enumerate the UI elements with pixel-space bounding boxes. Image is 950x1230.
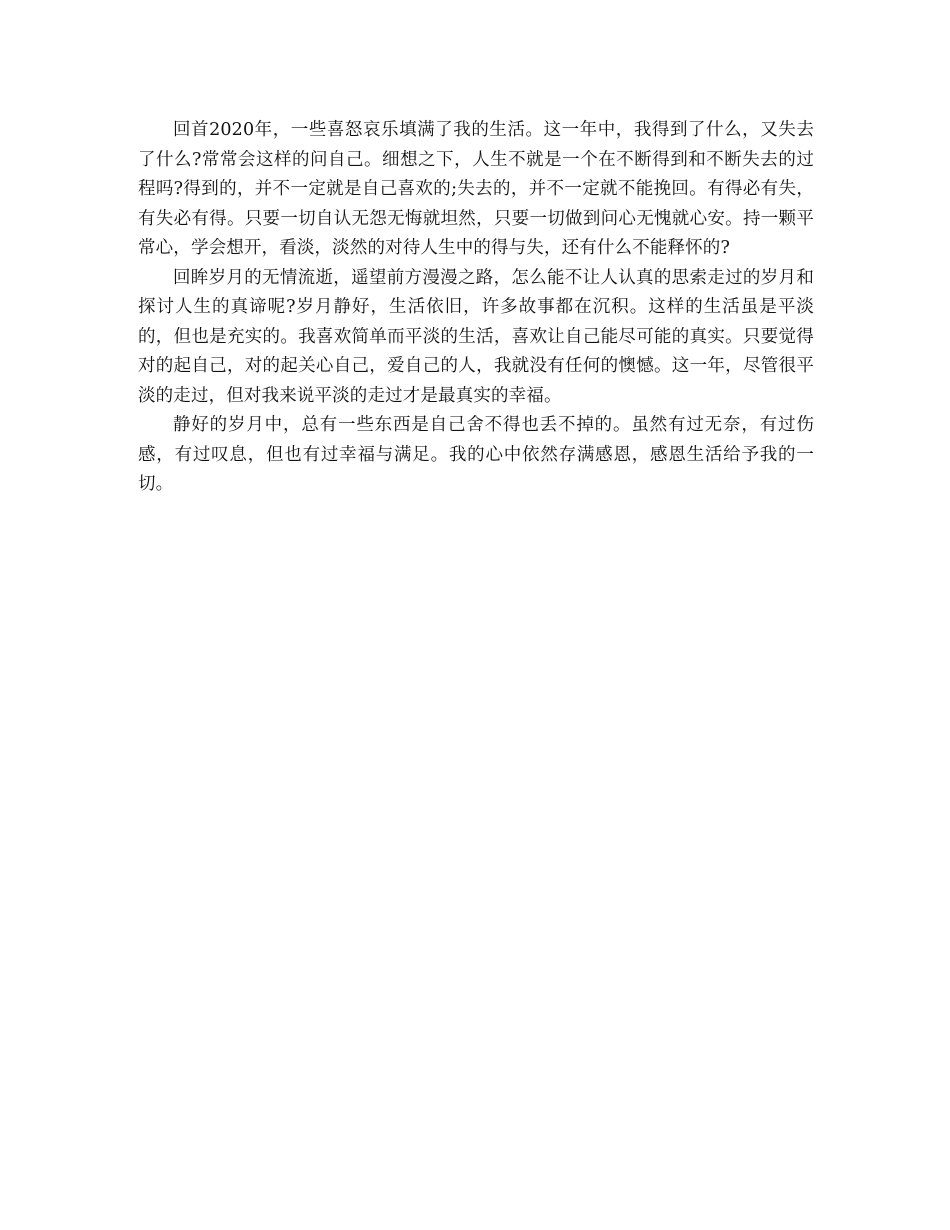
paragraph: 回眸岁月的无情流逝，遥望前方漫漫之路，怎么能不让人认真的思索走过的岁月和探讨人生的真谛呢?岁月静好，生活依旧，许多故事都在沉积。这样的生活虽是平淡的，但也是充实的。我喜欢简单而平淡的生活，喜欢让自己能尽可能的真实。只要觉得对的起自己，对的起关心自己，爱自己的人，我就没有任何的懊憾。这一年，尽管很平淡的走过，但对我来说平淡的走过才是最真实的幸福。 [138, 267, 814, 406]
paragraph: 回首2020年，一些喜怒哀乐填满了我的生活。这一年中，我得到了什么，又失去了什么?常常会这样的问自己。细想之下，人生不就是一个在不断得到和不断失去的过程吗?得到的，并不一定就是自己喜欢的;失去的，并不一定就不能挽回。有得必有失，有失必有得。只要一切自认无怨无悔就坦然，只要一切做到问心无愧就心安。持一颗平常心，学会想开，看淡，淡然的对待人生中的得与失，还有什么不能释怀的? [138, 120, 814, 258]
paragraph: 静好的岁月中，总有一些东西是自己舍不得也丢不掉的。虽然有过无奈，有过伤感，有过叹息，但也有过幸福与满足。我的心中依然存满感恩，感恩生活给予我的一切。 [138, 415, 814, 494]
document-body [138, 116, 814, 500]
